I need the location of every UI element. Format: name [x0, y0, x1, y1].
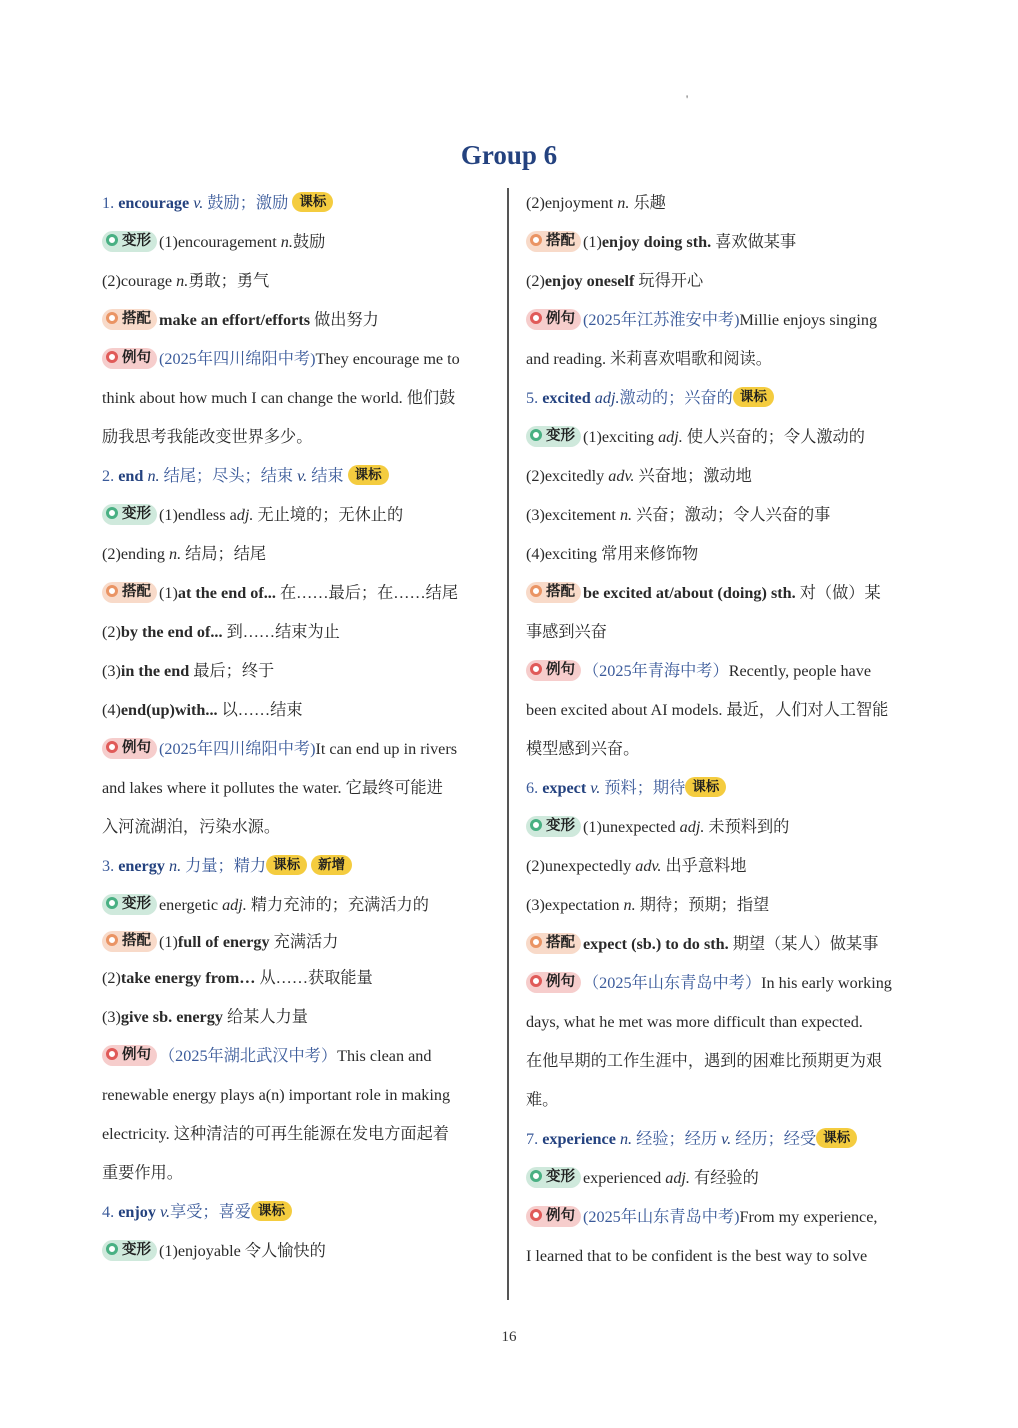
variant-line: (4)exciting 常用来修饰物 — [526, 545, 699, 563]
curriculum-badge: 课标 — [685, 777, 726, 797]
variant-line: (2)enjoyment n. 乐趣 — [526, 194, 666, 212]
curriculum-badge: 课标 — [251, 1201, 292, 1221]
variant-line: (2)unexpectedly adv. 出乎意料地 — [526, 857, 747, 875]
headword: enjoy — [118, 1203, 156, 1221]
variant-line: (2)courage n.勇敢；勇气 — [102, 272, 270, 290]
circle-icon — [530, 312, 542, 324]
example-tag: 例句 — [526, 1206, 581, 1227]
new-badge: 新增 — [311, 855, 352, 875]
collocation-line: (2)by the end of... 到……结束为止 — [102, 623, 340, 641]
example-line: think about how much I can change the world. 他们鼓 — [102, 389, 456, 407]
example-line: 重要作用。 — [102, 1164, 183, 1182]
variant-tag: 变形 — [526, 1167, 581, 1188]
headword: end — [118, 467, 144, 485]
entry-excited-headword: 5. excited adj.激动的；兴奋的 课标 — [526, 379, 918, 418]
collocation-line: 事感到兴奋 — [526, 623, 607, 641]
right-column — [526, 184, 918, 1276]
variant-tag: 变形 — [102, 504, 157, 525]
collocation-line: (4)end(up)with... 以……结束 — [102, 701, 303, 719]
stray-mark: ' — [686, 92, 689, 106]
example-line: 难。 — [526, 1091, 559, 1109]
curriculum-badge: 课标 — [816, 1128, 857, 1148]
circle-icon — [530, 585, 542, 597]
collocation-tag: 搭配 — [526, 933, 581, 954]
headword: energy — [118, 857, 165, 875]
variant-line: 变形 energetic adj. 精力充沛的；充满活力的 — [102, 886, 494, 925]
variant-line: 变形 (1)exciting adj. 使人兴奋的；令人激动的 — [526, 418, 918, 457]
example-line: I learned that to be confident is the best way to solve — [526, 1247, 868, 1265]
headword: encourage — [118, 194, 190, 212]
example-line: 例句 (2025年四川绵阳中考)They encourage me to — [102, 340, 494, 379]
variant-line: 变形 (1)enjoyable 令人愉快的 — [102, 1232, 494, 1271]
example-line: days, what he met was more difficult than expected. — [526, 1013, 863, 1031]
example-line: 例句 （2025年湖北武汉中考）This clean and — [102, 1037, 494, 1076]
circle-icon — [530, 663, 542, 675]
entry-experience-headword: 7. experience n. 经验；经历 v. 经历；经受 课标 — [526, 1120, 918, 1159]
headword: excited — [542, 389, 591, 407]
curriculum-badge: 课标 — [292, 192, 333, 212]
circle-icon — [106, 1243, 118, 1255]
example-line: 励我思考我能改变世界多少。 — [102, 428, 313, 446]
variant-line: (2)excitedly adv. 兴奋地；激动地 — [526, 467, 752, 485]
circle-icon — [530, 1170, 542, 1182]
example-line: 例句 （2025年青海中考）Recently, people have — [526, 652, 918, 691]
variant-line: (3)excitement n. 兴奋；激动；令人兴奋的事 — [526, 506, 831, 524]
circle-icon — [106, 741, 118, 753]
circle-icon — [530, 975, 542, 987]
headword: experience — [542, 1130, 616, 1148]
collocation-line: (3)in the end 最后；终于 — [102, 662, 275, 680]
entry-enjoy-headword: 4. enjoy v.享受；喜爱 课标 — [102, 1193, 494, 1232]
curriculum-badge: 课标 — [733, 387, 774, 407]
circle-icon — [530, 234, 542, 246]
circle-icon — [106, 507, 118, 519]
circle-icon — [530, 936, 542, 948]
collocation-line: 搭配 expect (sb.) to do sth. 期望（某人）做某事 — [526, 925, 918, 964]
entry-end-headword: 2. end n. 结尾；尽头；结束 v. 结束 课标 — [102, 457, 494, 496]
circle-icon — [106, 312, 118, 324]
example-line: and lakes where it pollutes the water. 它最终可能进 — [102, 779, 443, 797]
example-line: electricity. 这种清洁的可再生能源在发电方面起着 — [102, 1125, 449, 1143]
example-line: 例句 (2025年江苏淮安中考)Millie enjoys singing — [526, 301, 918, 340]
variant-tag: 变形 — [102, 231, 157, 252]
collocation-line: 搭配 make an effort/efforts 做出努力 — [102, 301, 494, 340]
entry-expect-headword: 6. expect v. 预料；期待 课标 — [526, 769, 918, 808]
example-tag: 例句 — [102, 1045, 157, 1066]
example-tag: 例句 — [526, 660, 581, 681]
variant-line: 变形 (1)encouragement n.鼓励 — [102, 223, 494, 262]
example-line: 入河流湖泊，污染水源。 — [102, 818, 281, 836]
collocation-tag: 搭配 — [526, 582, 581, 603]
example-tag: 例句 — [526, 972, 581, 993]
variant-line: (3)expectation n. 期待；预期；指望 — [526, 896, 770, 914]
circle-icon — [530, 429, 542, 441]
collocation-line: 搭配 (1)enjoy doing sth. 喜欢做某事 — [526, 223, 918, 262]
page-number: 16 — [501, 1329, 517, 1345]
variant-line: 变形 (1)endless adj. 无止境的；无休止的 — [102, 496, 494, 535]
example-line: 模型感到兴奋。 — [526, 740, 640, 758]
example-line: and reading. 米莉喜欢唱歌和阅读。 — [526, 350, 772, 368]
curriculum-badge: 课标 — [266, 855, 307, 875]
example-line: 例句 (2025年山东青岛中考)From my experience, — [526, 1198, 918, 1237]
collocation-tag: 搭配 — [102, 582, 157, 603]
variant-line: 变形 experienced adj. 有经验的 — [526, 1159, 918, 1198]
circle-icon — [106, 234, 118, 246]
example-line: been excited about AI models. 最近，人们对人工智能 — [526, 701, 889, 719]
headword: expect — [542, 779, 587, 797]
example-line: renewable energy plays a(n) important role in making — [102, 1086, 451, 1104]
collocation-line: (3)give sb. energy 给某人力量 — [102, 1008, 308, 1026]
circle-icon — [106, 585, 118, 597]
column-divider — [507, 188, 509, 1300]
collocation-tag: 搭配 — [102, 931, 157, 952]
example-tag: 例句 — [102, 738, 157, 759]
circle-icon — [106, 897, 118, 909]
example-tag: 例句 — [526, 309, 581, 330]
example-line: 例句 （2025年山东青岛中考）In his early working — [526, 964, 918, 1003]
variant-line: 变形 (1)unexpected adj. 未预料到的 — [526, 808, 918, 847]
collocation-line: 搭配 (1)full of energy 充满活力 — [102, 925, 494, 959]
collocation-line: (2)take energy from… 从……获取能量 — [102, 969, 373, 987]
variant-tag: 变形 — [102, 894, 157, 915]
circle-icon — [106, 1048, 118, 1060]
example-tag: 例句 — [102, 348, 157, 369]
circle-icon — [530, 819, 542, 831]
left-column — [102, 184, 494, 1271]
curriculum-badge: 课标 — [348, 465, 389, 485]
entry-encourage-headword: 1. encourage v. 鼓励；激励 课标 — [102, 184, 494, 223]
page-title: Group 6 — [460, 140, 558, 170]
collocation-tag: 搭配 — [102, 309, 157, 330]
variant-tag: 变形 — [526, 816, 581, 837]
collocation-line: (2)enjoy oneself 玩得开心 — [526, 272, 704, 290]
variant-line: (2)ending n. 结局；结尾 — [102, 545, 267, 563]
example-line: 例句 (2025年四川绵阳中考)It can end up in rivers — [102, 730, 494, 769]
variant-tag: 变形 — [526, 426, 581, 447]
collocation-line: 搭配 (1)at the end of... 在……最后；在……结尾 — [102, 574, 494, 613]
collocation-line: 搭配 be excited at/about (doing) sth. 对（做）某 — [526, 574, 918, 613]
circle-icon — [106, 351, 118, 363]
circle-icon — [530, 1209, 542, 1221]
circle-icon — [106, 934, 118, 946]
collocation-tag: 搭配 — [526, 231, 581, 252]
example-line: 在他早期的工作生涯中，遇到的困难比预期更为艰 — [526, 1052, 883, 1070]
entry-energy-headword: 3. energy n. 力量；精力 课标 新增 — [102, 847, 494, 886]
variant-tag: 变形 — [102, 1240, 157, 1261]
